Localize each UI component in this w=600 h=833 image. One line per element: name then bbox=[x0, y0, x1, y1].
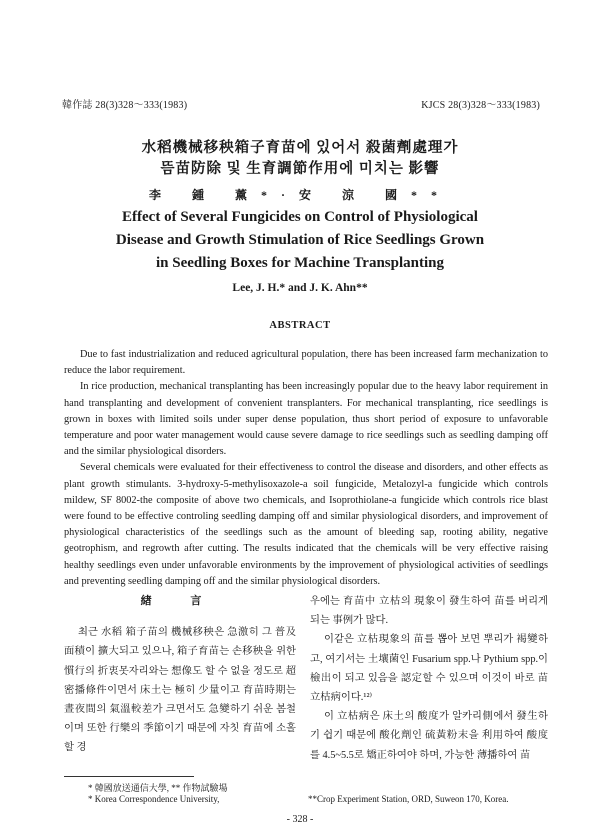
body-paragraph: 최근 水稻 箱子苗의 機械移秧은 急激히 그 普及面積이 擴大되고 있으나, 箱子育苗는 손移秧을 위한 慣行의 折衷못자리와는 想像도 할 수 없을 정도로 超密播條件이면서 床土는 極히 少量이고 育苗時期는 晝夜間의 氣溫較差가 크면서도 急變하기 쉬운 봄철이며 또한 行樂의 季節이기 때문에 자칫 育苗에 소홀할 경 bbox=[64, 627, 296, 754]
english-title-line2: Disease and Growth Stimulation of Rice Seedlings Grown bbox=[115, 232, 485, 248]
body-paragraph: 우에는 育苗中 立枯의 現象이 發生하여 苗를 버리게 되는 事例가 많다. bbox=[310, 596, 548, 627]
english-authors: Lee, J. H.* and J. K. Ahn** bbox=[232, 282, 368, 294]
abstract-paragraph: In rice production, mechanical transplanting has been increasingly popular due to the heavy labor requirement in hand transplanting and development of convenient transplanters. For mechanical transplanting, rice seedlings is grown in boxes with limited soils under super dense population, thus short period of exposure to unfavorable temperature and poor water management would cause severe damage to rice seedlings such as seedling damping off and the similar physiological disorders. bbox=[64, 381, 548, 458]
section-heading-introduction: 緖 言 bbox=[140, 595, 220, 607]
footnote-affiliation-2: **Crop Experiment Station, ORD, Suweon 170, Korea. bbox=[308, 794, 509, 804]
abstract-paragraph: Due to fast industrialization and reduced agricultural population, there has been increased farm mechanization to reduce the labor requirement. bbox=[64, 349, 548, 377]
abstract-body bbox=[64, 347, 548, 590]
korean-title-line1: 水稻機械移秧箱子育苗에 있어서 殺菌劑處理가 bbox=[141, 140, 459, 156]
journal-citation-korean: 韓作誌 28(3)328～333(1983) bbox=[62, 100, 188, 111]
footnote-affiliation-korean: * 韓國放送通信大學, ** 作物試驗場 bbox=[88, 783, 228, 793]
korean-authors: 李 鍾 薰*·安 涼 國** bbox=[148, 188, 451, 202]
english-title-line1: Effect of Several Fungicides on Control of Physiological bbox=[122, 209, 478, 225]
journal-citation-english: KJCS 28(3)328～333(1983) bbox=[421, 100, 540, 111]
abstract-paragraph: Several chemicals were evaluated for their effectiveness to control the disease and disorders, and other effects as plant growth stimulants. 3-hydroxy-5-methylisoxazole-a soil fungicide, Metalozyl-a fungicide which controls mildew, SF 8002-the composite of above two chemicals, and Isoprothiolane-a fungicide which controls rice blast were found to be effective controling seedling damping off and similar physiological disorders, and improvement of physiological characteristics of the seedlings such as the amount of bleeding sap, rooting ability, negative geotrophism, and regrowth after cutting. The results indicated that the chemicals will be very effective raising healthy seedlings even under unfavorable environments by the improvement of physiological activities of seedlings and preventing seedling damping off and the similar physiological disorders. bbox=[64, 462, 548, 587]
body-paragraph: 이 立枯病은 床土의 酸度가 알카리側에서 發生하기 쉽기 때문에 酸化劑인 硫黃粉末을 利用하여 酸度를 4.5~5.5로 矯正하여야 하며, 가능한 薄播하여 苗 bbox=[310, 711, 548, 761]
english-title-line3: in Seedling Boxes for Machine Transplanting bbox=[156, 255, 444, 271]
page-number: - 328 - bbox=[286, 814, 314, 825]
abstract-heading: ABSTRACT bbox=[269, 320, 331, 331]
body-left-column bbox=[64, 592, 296, 758]
footnote-affiliation-1: * Korea Correspondence University, bbox=[88, 794, 220, 804]
body-right-column bbox=[310, 592, 548, 765]
body-paragraph: 이같은 立枯現象의 苗를 뽑아 보면 뿌리가 褐變하고, 여기서는 土壤菌인 Fusarium spp.나 Pythium spp.이 檢出이 되고 있음을 認定할 수 있으며 이것이 바로 苗立枯病이다.¹²⁾ bbox=[310, 634, 548, 704]
footnote-divider bbox=[64, 776, 194, 777]
korean-title-line2: 뜸苗防除 및 生育調節作用에 미치는 影響 bbox=[160, 161, 440, 177]
